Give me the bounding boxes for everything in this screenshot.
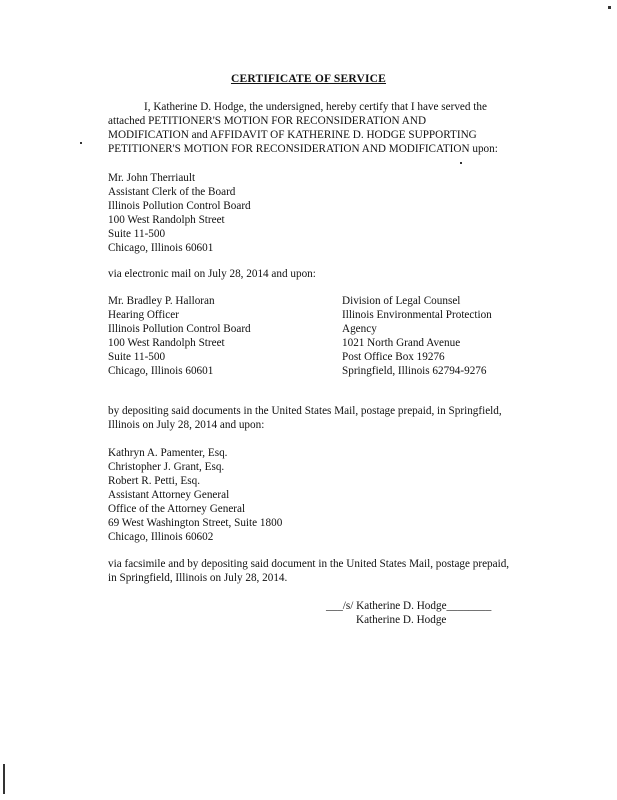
address-line: Post Office Box 19276 <box>342 351 445 363</box>
address-line: Division of Legal Counsel <box>342 295 461 307</box>
method-line: in Springfield, Illinois on July 28, 2014. <box>108 572 288 584</box>
address-line: 100 West Randolph Street <box>108 214 225 226</box>
recipient-legal-counsel <box>342 294 492 378</box>
intro-line: I, Katherine D. Hodge, the undersigned, hereby certify that I have served the <box>144 101 487 113</box>
address-line: Chicago, Illinois 60601 <box>108 242 214 254</box>
address-line: Suite 11-500 <box>108 228 166 240</box>
address-line: Suite 11-500 <box>108 351 166 363</box>
recipient-clerk <box>108 171 251 255</box>
address-line: Illinois Pollution Control Board <box>108 200 251 212</box>
address-line: Mr. Bradley P. Halloran <box>108 295 215 307</box>
scan-speck <box>80 142 82 144</box>
method-line: Illinois on July 28, 2014 and upon: <box>108 419 265 431</box>
address-line: Assistant Attorney General <box>108 489 230 501</box>
address-line: Illinois Pollution Control Board <box>108 323 251 335</box>
address-line: Chicago, Illinois 60602 <box>108 531 214 543</box>
address-line: Office of the Attorney General <box>108 503 246 515</box>
address-line: Illinois Environmental Protection <box>342 309 492 321</box>
document-title: CERTIFICATE OF SERVICE <box>230 73 387 85</box>
address-line: Mr. John Therriault <box>108 172 196 184</box>
address-line: Kathryn A. Pamenter, Esq. <box>108 447 228 459</box>
method-line: by depositing said documents in the United States Mail, postage prepaid, in Springfield, <box>108 405 502 417</box>
address-line: Robert R. Petti, Esq. <box>108 475 200 487</box>
scan-speck <box>460 162 462 164</box>
address-line: 69 West Washington Street, Suite 1800 <box>108 517 283 529</box>
service-method-email: via electronic mail on July 28, 2014 and upon: <box>108 268 316 280</box>
address-line: Chicago, Illinois 60601 <box>108 365 214 377</box>
service-method-fax <box>108 557 509 585</box>
intro-line: MODIFICATION and AFFIDAVIT OF KATHERINE D. HODGE SUPPORTING <box>108 129 477 141</box>
service-method-mail <box>108 404 502 432</box>
address-line: 1021 North Grand Avenue <box>342 337 461 349</box>
method-line: via facsimile and by depositing said document in the United States Mail, postage prepaid, <box>108 558 510 570</box>
signature-name: Katherine D. Hodge <box>356 614 447 626</box>
intro-line: PETITIONER'S MOTION FOR RECONSIDERATION AND MODIFICATION upon: <box>108 143 498 155</box>
address-line: Springfield, Illinois 62794-9276 <box>342 365 487 377</box>
intro-line: attached PETITIONER'S MOTION FOR RECONSIDERATION AND <box>108 115 427 127</box>
recipient-attorney-general <box>108 446 282 544</box>
scan-speck <box>3 764 5 794</box>
address-line: Assistant Clerk of the Board <box>108 186 236 198</box>
scan-speck <box>608 6 611 9</box>
signature-line: ___/s/ Katherine D. Hodge________ <box>326 600 492 612</box>
recipient-hearing-officer <box>108 294 251 378</box>
address-line: 100 West Randolph Street <box>108 337 225 349</box>
address-line: Christopher J. Grant, Esq. <box>108 461 225 473</box>
address-line: Agency <box>342 323 377 335</box>
address-line: Hearing Officer <box>108 309 179 321</box>
intro-paragraph <box>108 100 498 156</box>
